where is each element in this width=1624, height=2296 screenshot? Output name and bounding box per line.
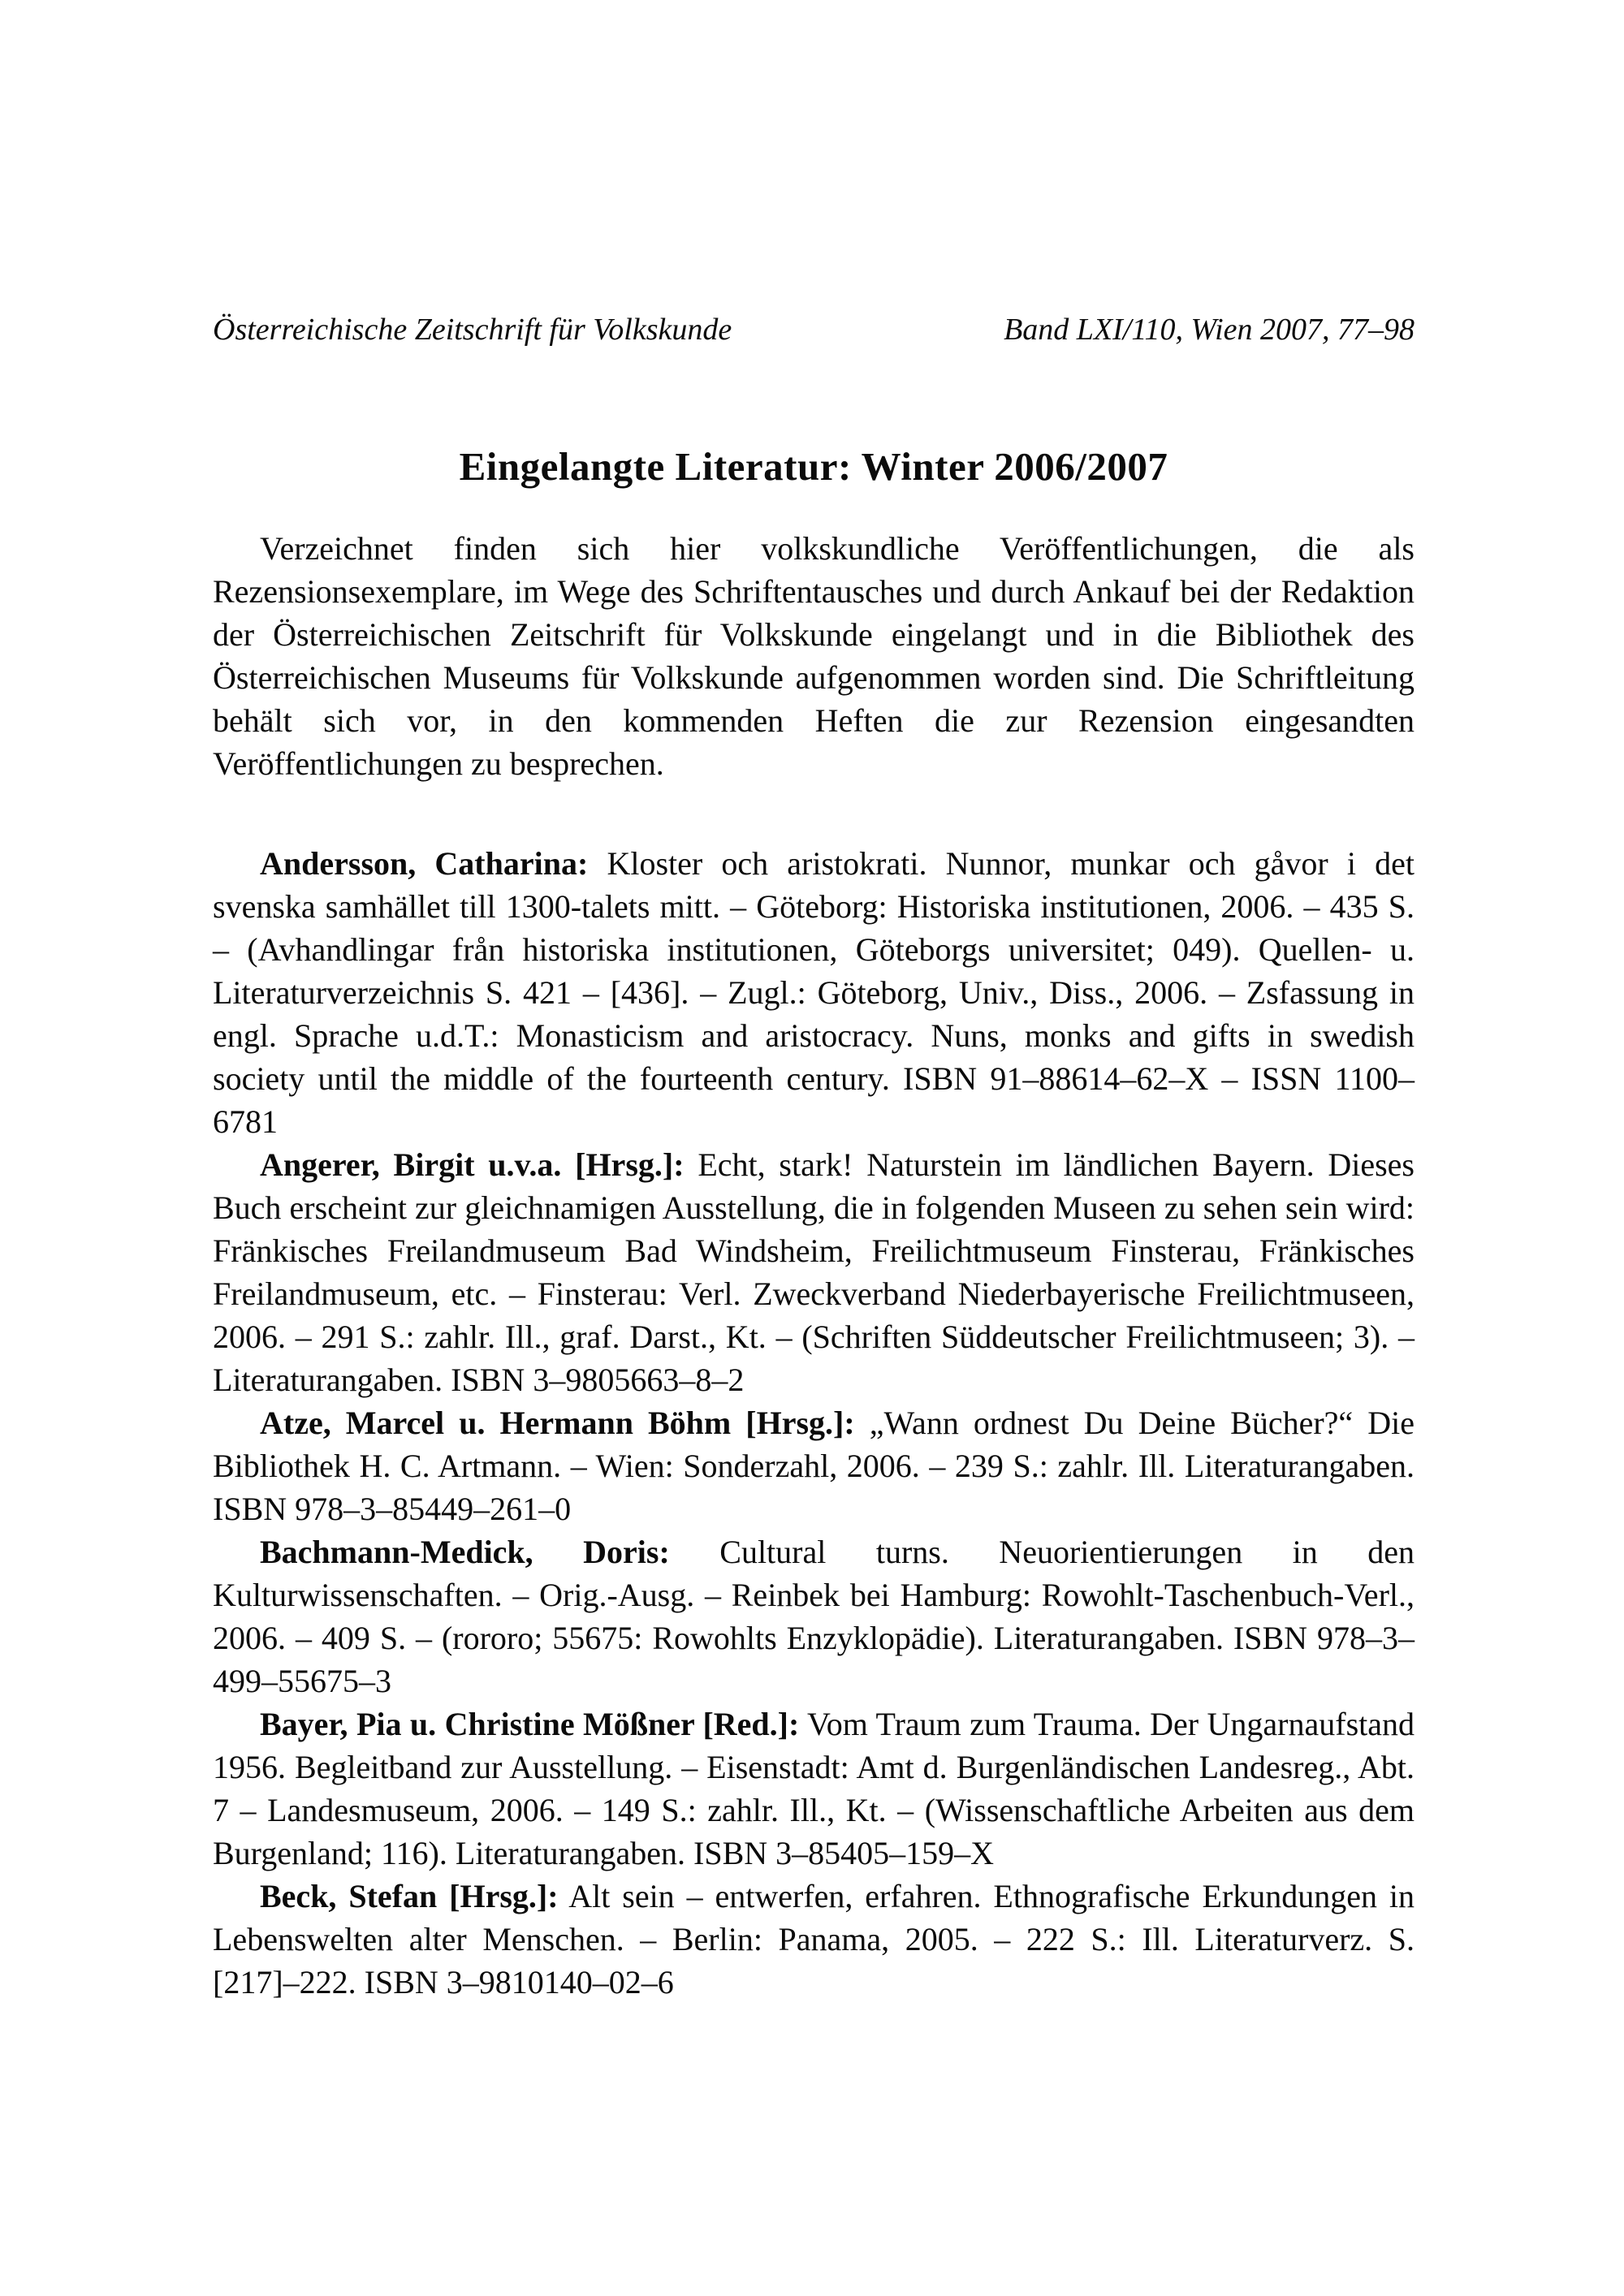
bibliography-list xyxy=(213,842,1415,2004)
entry-author: Bachmann-Medick, Doris: xyxy=(260,1534,670,1570)
bibliography-entry: Bayer, Pia u. Christine Mößner [Red.]: Vom Traum zum Trauma. Der Ungarnaufstand 1956. Begleitband zur Ausstellung. – Eisenstadt: Amt d. Burgenländischen Landesreg., Abt. 7 – Landesmuseum, 2006. – 149 S.: zahlr. Ill., Kt. – (Wissenschaftliche Arbeiten aus dem Burgenland; 116). Literaturangaben. ISBN 3–85405–159–X xyxy=(213,1706,1415,1871)
entry-author: Beck, Stefan [Hrsg.]: xyxy=(260,1878,559,1914)
bibliography-entry: Angerer, Birgit u.v.a. [Hrsg.]: Echt, stark! Naturstein im ländlichen Bayern. Dieses Buch erscheint zur gleichnamigen Ausstellung, die in folgenden Museen zu sehen sein wird: Fränkisches Freilandmuseum Bad Windsheim, Freilichtmuseum Finsterau, Fränkisches Freilandmuseum, etc. – Finsterau: Verl. Zweckverband Niederbayerische Freilichtmuseen, 2006. – 291 S.: zahlr. Ill., graf. Darst., Kt. – (Schriften Süddeutscher Freilichtmuseen; 3). – Literaturangaben. ISBN 3–9805663–8–2 xyxy=(213,1146,1415,1398)
intro-paragraph: Verzeichnet finden sich hier volkskundliche Veröffentlichungen, die als Rezensionsexemplare, im Wege des Schriftentausches und durch Ankauf bei der Redaktion der Österreichischen Zeitschrift für Volkskunde eingelangt und in die Bibliothek des Österreichischen Museums für Volkskunde aufgenommen worden sind. Die Schriftleitung behält sich vor, in den kommenden Heften die zur Rezension eingesandten Veröffentlichungen zu besprechen. xyxy=(213,530,1415,782)
volume-issue-info: Band LXI/110, Wien 2007, 77–98 xyxy=(1004,313,1415,347)
bibliography-entry: Atze, Marcel u. Hermann Böhm [Hrsg.]: „Wann ordnest Du Deine Bücher?“ Die Bibliothek H. C. Artmann. – Wien: Sonderzahl, 2006. – 239 S.: zahlr. Ill. Literaturangaben. ISBN 978–3–85449–261–0 xyxy=(213,1405,1415,1527)
page-title: Eingelangte Literatur: Winter 2006/2007 xyxy=(459,444,1168,489)
entry-author: Angerer, Birgit u.v.a. [Hrsg.]: xyxy=(260,1146,685,1183)
bibliography-entry: Bachmann-Medick, Doris: Cultural turns. Neuorientierungen in den Kulturwissenschaften. – Orig.-Ausg. – Reinbek bei Hamburg: Rowohlt-Taschenbuch-Verl., 2006. – 409 S. – (rororo; 55675: Rowohlts Enzyklopädie). Literaturangaben. ISBN 978–3–499–55675–3 xyxy=(213,1534,1415,1699)
bibliography-entry: Andersson, Catharina: Kloster och aristokrati. Nunnor, munkar och gåvor i det svenska samhället till 1300-talets mitt. – Göteborg: Historiska institutionen, 2006. – 435 S. – (Avhandlingar från historiska institutionen, Göteborgs universitet; 049). Quellen- u. Literaturverzeichnis S. 421 – [436]. – Zugl.: Göteborg, Univ., Diss., 2006. – Zsfassung in engl. Sprache u.d.T.: Monasticism and aristocracy. Nuns, monks and gifts in swedish society until the middle of the fourteenth century. ISBN 91–88614–62–X – ISSN 1100–6781 xyxy=(213,845,1415,1140)
entry-author: Bayer, Pia u. Christine Mößner [Red.]: xyxy=(260,1706,800,1742)
journal-name: Österreichische Zeitschrift für Volkskunde xyxy=(213,313,732,347)
running-head xyxy=(213,311,1415,348)
bibliography-entry: Beck, Stefan [Hrsg.]: Alt sein – entwerfen, erfahren. Ethnografische Erkundungen in Lebenswelten alter Menschen. – Berlin: Panama, 2005. – 222 S.: Ill. Literaturverz. S. [217]–222. ISBN 3–9810140–02–6 xyxy=(213,1878,1415,2000)
entry-author: Atze, Marcel u. Hermann Böhm [Hrsg.]: xyxy=(260,1405,855,1441)
entry-author: Andersson, Catharina: xyxy=(260,845,589,882)
